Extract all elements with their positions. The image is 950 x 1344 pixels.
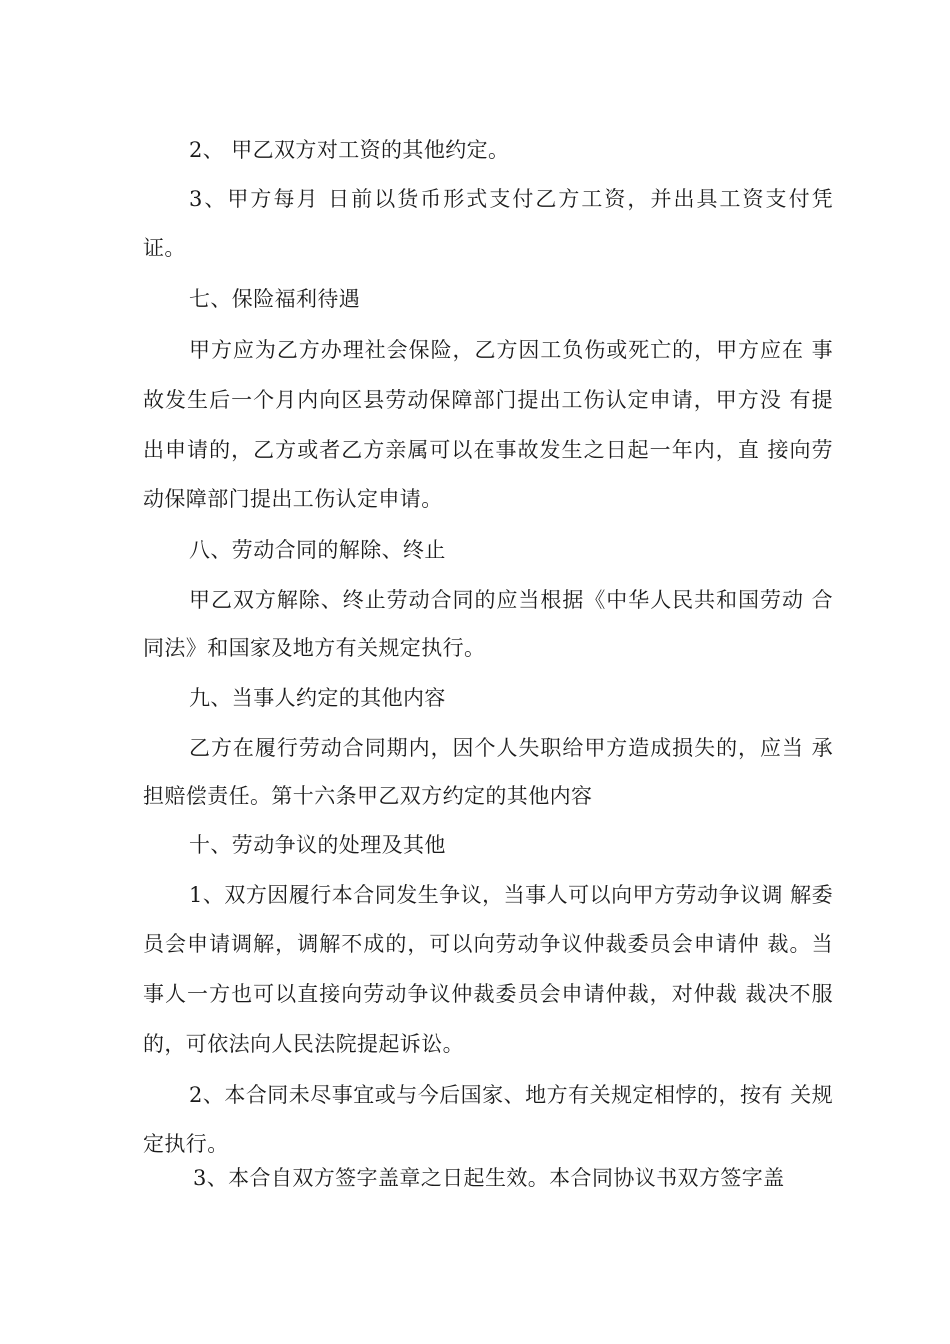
text-line-disputes-1: 1、双方因履行本合同发生争议，当事人可以向甲方劳动争议调 解委 [189, 883, 833, 907]
text-line-insurance-1: 甲方应为乙方办理社会保险，乙方因工负伤或死亡的，甲方应在 事 [189, 338, 833, 362]
section-heading-other-content: 九、当事人约定的其他内容 [189, 686, 446, 710]
text-line-termination-1: 甲乙双方解除、终止劳动合同的应当根据《中华人民共和国劳动 合 [189, 588, 833, 612]
text-line-payment-date-cont: 证。 [143, 236, 186, 260]
text-line-insurance-3: 出申请的，乙方或者乙方亲属可以在事故发生之日起一年内，直 接向劳 [143, 438, 833, 462]
text-line-termination-2: 同法》和国家及地方有关规定执行。 [143, 636, 486, 660]
text-line-other-content-2: 担赔偿责任。第十六条甲乙双方约定的其他内容 [143, 784, 593, 808]
text-line-insurance-2: 故发生后一个月内向区县劳动保障部门提出工伤认定申请，甲方没 有提 [143, 388, 833, 412]
text-line-unresolved-2: 定执行。 [143, 1132, 229, 1156]
section-heading-insurance: 七、保险福利待遇 [189, 287, 361, 311]
text-line-disputes-4: 的，可依法向人民法院提起诉讼。 [143, 1032, 464, 1056]
text-line-disputes-3: 事人一方也可以直接向劳动争议仲裁委员会申请仲裁，对仲裁 裁决不服 [143, 982, 833, 1006]
text-line-disputes-2: 员会申请调解，调解不成的，可以向劳动争议仲裁委员会申请仲 裁。当 [143, 932, 833, 956]
section-heading-termination: 八、劳动合同的解除、终止 [189, 538, 446, 562]
text-line-effective: 3、本合自双方签字盖章之日起生效。本合同协议书双方签字盖 [193, 1166, 785, 1190]
text-line-payment-date: 3、甲方每月 日前以货币形式支付乙方工资，并出具工资支付凭 [189, 187, 833, 211]
text-line-salary-other-terms: 2、 甲乙双方对工资的其他约定。 [189, 138, 510, 162]
section-heading-disputes: 十、劳动争议的处理及其他 [189, 833, 446, 857]
text-line-unresolved-1: 2、本合同未尽事宜或与今后国家、地方有关规定相悖的，按有 关规 [189, 1083, 833, 1107]
text-line-insurance-4: 动保障部门提出工伤认定申请。 [143, 487, 443, 511]
text-line-other-content-1: 乙方在履行劳动合同期内，因个人失职给甲方造成损失的，应当 承 [189, 736, 833, 760]
